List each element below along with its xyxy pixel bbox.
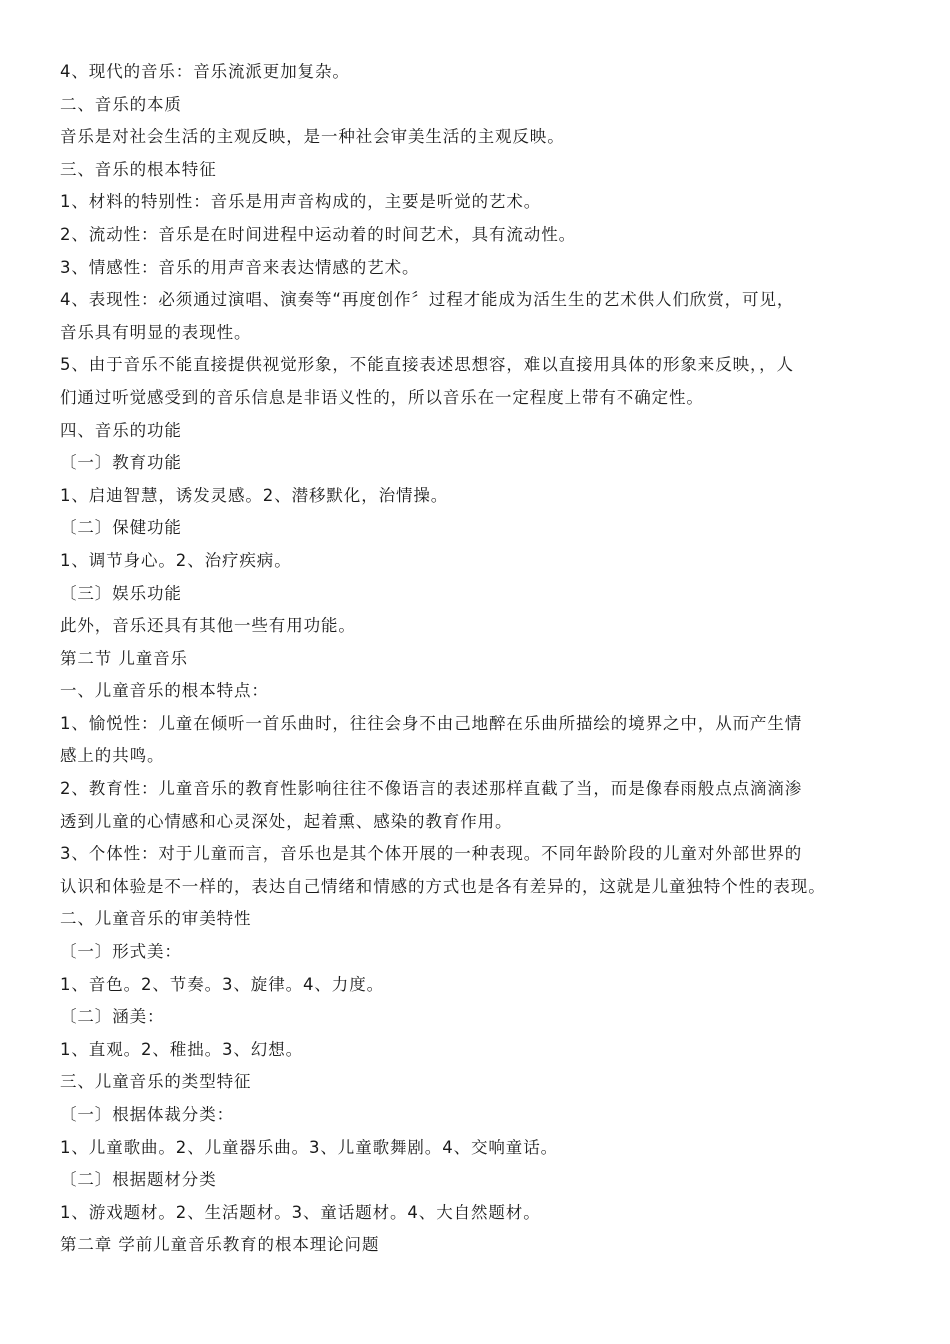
text-line: 感上的共鸣。	[60, 746, 165, 766]
text-line: 认识和体验是不一样的，表达自己情绪和情感的方式也是各有差异的，这就是儿童独特个性的表现。	[60, 876, 826, 896]
text-line: 1、愉悦性：儿童在倾听一首乐曲时，往往会身不由己地醉在乐曲所描绘的境界之中，从而产生情	[60, 713, 803, 733]
section-heading: 二、儿童音乐的审美特性	[60, 909, 252, 929]
text-line: 音乐具有明显的表现性。	[60, 322, 252, 342]
section-heading: 一、儿童音乐的根本特点：	[60, 681, 269, 701]
text-line: 3、情感性：音乐的用声音来表达情感的艺术。	[60, 257, 420, 277]
text-line: 此外，音乐还具有其他一些有用功能。	[60, 616, 356, 636]
text-line: 5、由于音乐不能直接提供视觉形象，不能直接表述思想容，难以直接用具体的形象来反映，，人	[60, 355, 794, 375]
subsection-heading: 〔三〕娱乐功能	[60, 583, 182, 603]
subsection-heading: 〔二〕保健功能	[60, 518, 182, 538]
section-heading: 第二节 儿童音乐	[60, 648, 188, 668]
subsection-heading: 〔一〕教育功能	[60, 453, 182, 473]
text-line: 1、音色。2、节奏。3、旋律。4、力度。	[60, 974, 384, 994]
text-line: 1、儿童歌曲。2、儿童器乐曲。3、儿童歌舞剧。4、交响童话。	[60, 1137, 558, 1157]
text-line: 1、启迪智慧，诱发灵感。2、潜移默化，治情操。	[60, 485, 449, 505]
section-heading: 三、儿童音乐的类型特征	[60, 1072, 252, 1092]
text-line: 们通过听觉感受到的音乐信息是非语义性的，所以音乐在一定程度上带有不确定性。	[60, 387, 704, 407]
section-heading: 三、音乐的根本特征	[60, 159, 217, 179]
subsection-heading: 〔二〕涵美：	[60, 1007, 165, 1027]
subsection-heading: 〔二〕根据题材分类	[60, 1170, 217, 1190]
text-line: 1、直观。2、稚拙。3、幻想。	[60, 1039, 303, 1059]
text-line: 2、流动性：音乐是在时间进程中运动着的时间艺术，具有流动性。	[60, 224, 576, 244]
section-heading: 二、音乐的本质	[60, 94, 182, 114]
text-line: 1、材料的特别性：音乐是用声音构成的，主要是听觉的艺术。	[60, 192, 542, 212]
subsection-heading: 〔一〕形式美：	[60, 942, 182, 962]
text-line: 音乐是对社会生活的主观反映，是一种社会审美生活的主观反映。	[60, 127, 565, 147]
text-line: 透到儿童的心情感和心灵深处，起着熏、感染的教育作用。	[60, 811, 513, 831]
text-line: 4、表现性：必须通过演唱、演奏等“再度创作〞过程才能成为活生生的艺术供人们欣赏，可见，	[60, 290, 795, 310]
text-line: 3、个体性：对于儿童而言，音乐也是其个体开展的一种表现。不同年龄阶段的儿童对外部世界的	[60, 844, 803, 864]
chapter-heading: 第二章 学前儿童音乐教育的根本理论问题	[60, 1235, 380, 1255]
subsection-heading: 〔一〕根据体裁分类：	[60, 1105, 234, 1124]
document-page	[60, 56, 895, 1262]
text-line: 1、游戏题材。2、生活题材。3、童话题材。4、大自然题材。	[60, 1202, 541, 1222]
text-line: 2、教育性：儿童音乐的教育性影响往往不像语言的表述那样直截了当，而是像春雨般点点滴滴渗	[60, 779, 803, 799]
text-line: 1、调节身心。2、治疗疾病。	[60, 550, 292, 570]
section-heading: 四、音乐的功能	[60, 420, 182, 440]
text-line: 4、现代的音乐：音乐流派更加复杂。	[60, 62, 350, 81]
